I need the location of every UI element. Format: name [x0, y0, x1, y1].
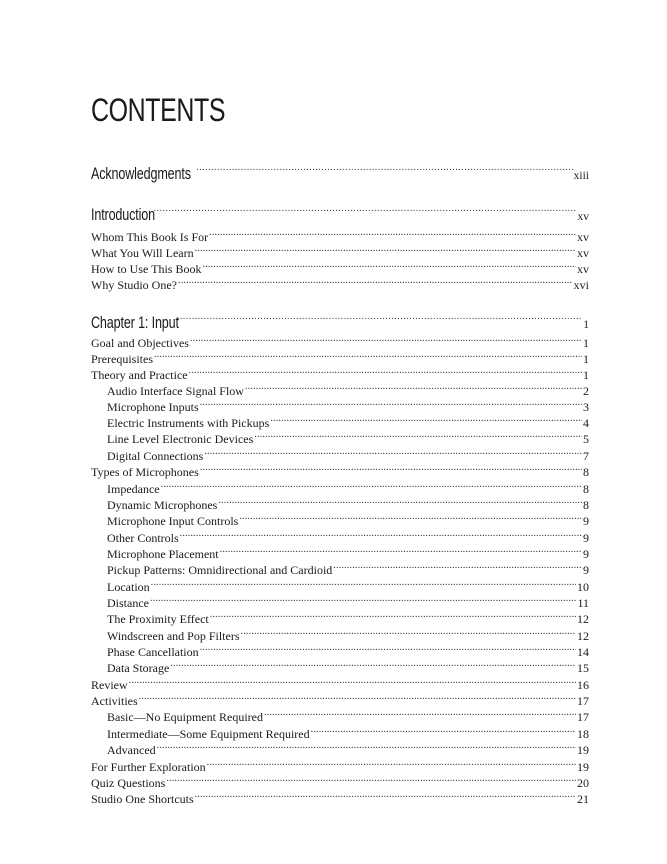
toc-page-number: 9 [583, 514, 589, 528]
toc-page-number: 17 [577, 710, 589, 724]
toc-item-label: Audio Interface Signal Flow [107, 384, 244, 398]
toc-item[interactable] [91, 229, 589, 245]
toc-item-label: Digital Connections [107, 449, 204, 463]
toc-subitem[interactable] [107, 497, 589, 513]
toc-item-label: Goal and Objectives [91, 336, 189, 350]
dot-leader [178, 277, 573, 289]
toc-subitem[interactable] [107, 660, 589, 676]
toc-subitem[interactable] [107, 595, 589, 611]
toc-page-number: 11 [577, 596, 589, 610]
dot-leader [264, 709, 576, 721]
toc-page-number: 21 [577, 792, 589, 806]
page-title: CONTENTS [91, 92, 226, 128]
dot-leader [200, 464, 582, 476]
toc-item-label: Basic—No Equipment Required [107, 710, 263, 724]
toc-item-label: Quiz Questions [91, 776, 166, 790]
dot-leader [200, 399, 582, 411]
toc-item[interactable] [91, 261, 589, 277]
toc-page-number: 1 [583, 368, 589, 382]
toc-page-number: 19 [577, 760, 589, 774]
dot-leader [189, 367, 582, 379]
toc-item[interactable] [91, 775, 589, 791]
toc-heading-label: Acknowledgments [91, 164, 191, 183]
toc-subitem[interactable] [107, 709, 589, 725]
toc-heading-label: Introduction [91, 205, 155, 224]
toc-page-number: 8 [583, 498, 589, 512]
toc-page-number: 9 [583, 563, 589, 577]
toc-page-number: 19 [577, 743, 589, 757]
toc-page-number: 8 [583, 482, 589, 496]
toc-subitem[interactable] [107, 628, 589, 644]
dot-leader [190, 335, 582, 347]
toc-subitem[interactable] [107, 448, 589, 464]
dot-leader [195, 245, 576, 257]
dot-leader [166, 775, 576, 787]
toc-heading-acknowledgments[interactable] [91, 162, 589, 184]
toc-item[interactable] [91, 759, 589, 775]
toc-item-label: For Further Exploration [91, 760, 206, 774]
toc-item-label: Prerequisites [91, 352, 153, 366]
toc-item[interactable] [91, 693, 589, 709]
dot-leader [241, 628, 577, 640]
toc-page-number: xiii [573, 170, 589, 182]
toc-item-label: Microphone Inputs [107, 400, 199, 414]
dot-leader [200, 644, 576, 656]
toc-subitem[interactable] [107, 431, 589, 447]
toc-subitem[interactable] [107, 562, 589, 578]
toc-item-label: Types of Microphones [91, 465, 199, 479]
toc-item[interactable] [91, 367, 589, 383]
toc-item-label: Advanced [107, 743, 156, 757]
toc-subitem[interactable] [107, 399, 589, 415]
toc-item[interactable] [91, 335, 589, 351]
toc-item-label: Microphone Input Controls [107, 514, 239, 528]
toc-page-number: 12 [577, 629, 589, 643]
dot-leader [139, 693, 576, 705]
toc-item-label: The Proximity Effect [107, 612, 209, 626]
toc-item-label: Studio One Shortcuts [91, 792, 194, 806]
dot-leader [333, 562, 582, 574]
toc-item-label: Review [91, 678, 128, 692]
dot-leader [254, 431, 582, 443]
toc-item-label: Microphone Placement [107, 547, 219, 561]
toc-page-number: 15 [577, 661, 589, 675]
dot-leader [195, 791, 576, 803]
toc-item-label: Intermediate—Some Equipment Required [107, 727, 310, 741]
toc-item-label: Phase Cancellation [107, 645, 199, 659]
toc-item-label: How to Use This Book [91, 262, 202, 276]
dot-leader [153, 203, 576, 220]
toc-item[interactable] [91, 277, 589, 293]
toc-item[interactable] [91, 677, 589, 693]
toc-item-label: Other Controls [107, 531, 179, 545]
toc-page-number: 17 [577, 694, 589, 708]
dot-leader [151, 579, 576, 591]
dot-leader [202, 261, 576, 273]
toc-subitem[interactable] [107, 546, 589, 562]
dot-leader [129, 677, 576, 689]
toc-subitem[interactable] [107, 644, 589, 660]
toc-page-number: 12 [577, 612, 589, 626]
toc-page-number: 16 [577, 678, 589, 692]
toc-item-label: Dynamic Microphones [107, 498, 218, 512]
dot-leader [204, 448, 582, 460]
toc-page-number: 4 [583, 416, 589, 430]
toc-page-number: 9 [583, 531, 589, 545]
toc-page-number: 5 [583, 432, 589, 446]
toc-page-number: 7 [583, 449, 589, 463]
toc-item[interactable] [91, 791, 589, 807]
toc-page-number: 2 [583, 384, 589, 398]
toc-page-number: 20 [577, 776, 589, 790]
toc-page-number: 8 [583, 465, 589, 479]
dot-leader [245, 383, 582, 395]
toc-subitem[interactable] [107, 726, 589, 742]
dot-leader [150, 595, 576, 607]
toc-subitem[interactable] [107, 611, 589, 627]
toc-page-number: 1 [583, 336, 589, 350]
toc-page-number: xv [577, 211, 589, 223]
toc-item-label: Theory and Practice [91, 368, 188, 382]
toc-page-number: 1 [583, 319, 589, 331]
dot-leader [210, 611, 576, 623]
dot-leader [311, 726, 576, 738]
toc-page-number: 3 [583, 400, 589, 414]
toc-item-label: Location [107, 580, 150, 594]
toc-heading-chapter-1[interactable] [91, 311, 589, 333]
toc-subitem[interactable] [107, 530, 589, 546]
toc-page-number: xv [577, 246, 589, 260]
dot-leader [196, 162, 573, 179]
toc-page-number: xv [577, 262, 589, 276]
toc-subitem[interactable] [107, 383, 589, 399]
toc-item-label: Whom This Book Is For [91, 230, 209, 244]
dot-leader [180, 530, 582, 542]
toc-subitem[interactable] [107, 415, 589, 431]
toc-page-number: xvi [573, 278, 589, 292]
toc-page-number: xv [577, 230, 589, 244]
toc-item-label: What You Will Learn [91, 246, 194, 260]
toc-item[interactable] [91, 245, 589, 261]
dot-leader [157, 742, 576, 754]
dot-leader [177, 311, 583, 328]
toc-item-label: Impedance [107, 482, 160, 496]
toc-page-number: 18 [577, 727, 589, 741]
toc-subitem[interactable] [107, 513, 589, 529]
toc-page-number: 10 [577, 580, 589, 594]
toc-item[interactable] [91, 351, 589, 367]
dot-leader [218, 497, 582, 509]
toc-heading-label: Chapter 1: Input [91, 313, 179, 332]
toc-item[interactable] [91, 464, 589, 480]
toc-item-label: Distance [107, 596, 149, 610]
toc-item-label: Why Studio One? [91, 278, 177, 292]
dot-leader [170, 660, 576, 672]
toc-item-label: Data Storage [107, 661, 170, 675]
dot-leader [209, 229, 576, 241]
toc-item-label: Pickup Patterns: Omnidirectional and Cardioid [107, 563, 333, 577]
toc-item-label: Windscreen and Pop Filters [107, 629, 240, 643]
toc-subitem[interactable] [107, 742, 589, 758]
toc-page-number: 1 [583, 352, 589, 366]
toc-page-number: 9 [583, 547, 589, 561]
dot-leader [270, 415, 582, 427]
dot-leader [161, 481, 582, 493]
toc-subitem[interactable] [107, 481, 589, 497]
toc-subitem[interactable] [107, 579, 589, 595]
dot-leader [154, 351, 582, 363]
dot-leader [239, 513, 582, 525]
dot-leader [220, 546, 582, 558]
dot-leader [207, 759, 576, 771]
toc-item-label: Electric Instruments with Pickups [107, 416, 270, 430]
toc-item-label: Activities [91, 694, 138, 708]
toc-item-label: Line Level Electronic Devices [107, 432, 254, 446]
toc-heading-introduction[interactable] [91, 203, 589, 225]
toc-page-number: 14 [577, 645, 589, 659]
